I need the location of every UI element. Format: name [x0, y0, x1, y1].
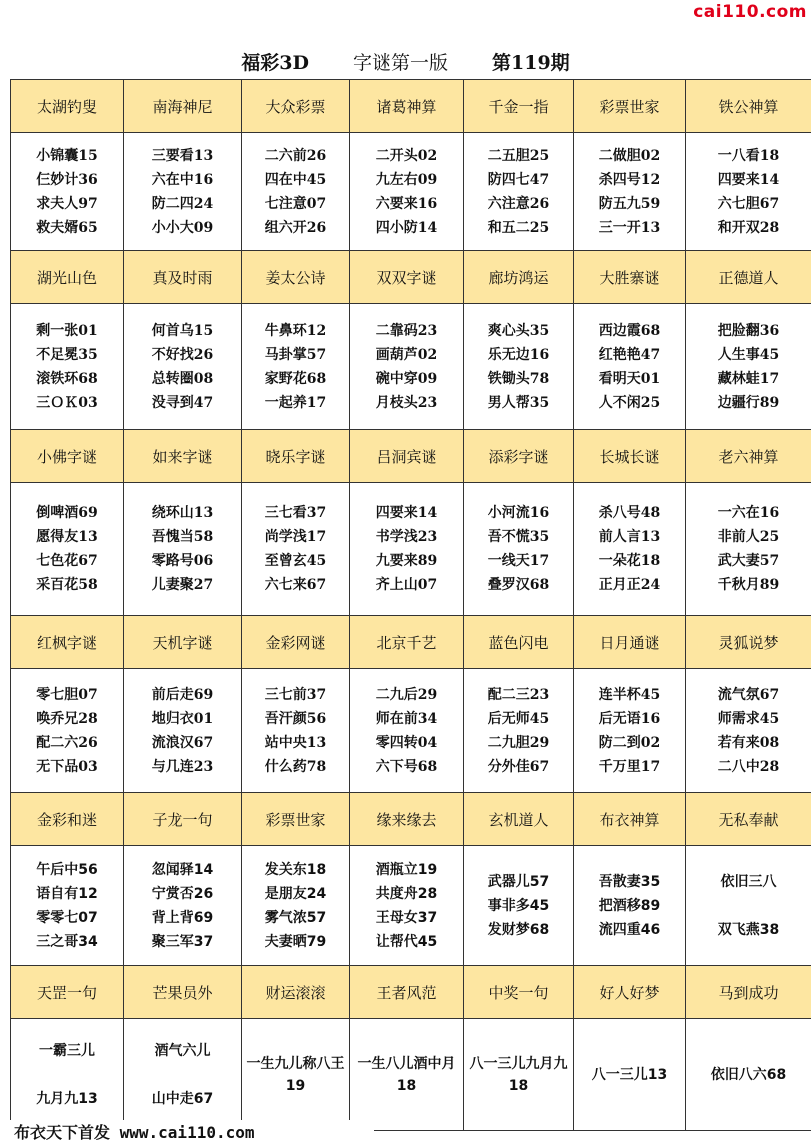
- footer-banner: 布衣天下首发 www.cai110.com: [0, 1120, 374, 1146]
- riddle-line: 前人言13: [598, 529, 661, 545]
- riddle-cell: [242, 304, 350, 430]
- column-header: 廊坊鸿运: [464, 251, 574, 304]
- header-row: [11, 616, 811, 669]
- riddle-cell: [574, 1019, 686, 1131]
- riddle-line: 王母女37: [375, 909, 438, 926]
- column-header: 姜太公诗: [242, 251, 350, 304]
- header-row: [11, 966, 811, 1019]
- riddle-line: 愿得友13: [36, 529, 98, 545]
- riddle-line: 三七前37: [264, 686, 327, 703]
- riddle-line: 月枝头23: [375, 394, 438, 411]
- column-header: 大众彩票: [242, 80, 350, 133]
- riddle-line: 防五九59: [598, 195, 661, 212]
- column-header: 晓乐字谜: [242, 430, 350, 483]
- riddle-line: 铁锄头78: [487, 370, 550, 387]
- riddle-line: 流浪汉67: [151, 734, 214, 751]
- riddle-cell: [350, 483, 464, 616]
- riddle-line: 红艳艳47: [598, 346, 661, 363]
- riddle-line: 与几连23: [151, 758, 214, 775]
- riddle-line: 救夫婿65: [36, 219, 98, 236]
- riddle-line: 武大妻57: [717, 553, 780, 569]
- riddle-line: 一生九儿称八王19: [246, 1055, 345, 1094]
- riddle-line: 四小防14: [375, 219, 438, 236]
- riddle-line: 三一开13: [598, 219, 661, 236]
- column-header: 日月通谜: [574, 616, 686, 669]
- riddle-line: 采百花58: [36, 577, 98, 593]
- riddle-line: 求夫人97: [36, 195, 98, 212]
- riddle-line: 三之哥34: [36, 933, 98, 950]
- riddle-line: 九左右09: [375, 171, 438, 188]
- riddle-cell: [124, 669, 242, 793]
- column-header: 子龙一句: [124, 793, 242, 846]
- riddle-line: 马卦掌57: [264, 346, 327, 363]
- riddle-line: 二五胆25: [487, 147, 550, 164]
- riddle-line: 宁赏否26: [151, 885, 214, 902]
- riddle-line: 千秋月89: [717, 577, 780, 593]
- header-row: [11, 793, 811, 846]
- column-header: 老六神算: [686, 430, 811, 483]
- riddle-row: [11, 669, 811, 793]
- header-row: [11, 80, 811, 133]
- riddle-line: 什么药78: [264, 758, 327, 775]
- riddle-line: 武器儿57: [487, 873, 550, 890]
- riddle-cell: [124, 133, 242, 251]
- column-header: 天罡一句: [11, 966, 124, 1019]
- title-issue: 第119期: [492, 51, 570, 74]
- riddle-line: 六要来16: [375, 195, 438, 212]
- column-header: 如来字谜: [124, 430, 242, 483]
- riddle-line: 零零七07: [36, 909, 98, 926]
- riddle-line: 剩一张01: [36, 322, 98, 339]
- riddle-line: 连半杯45: [598, 686, 661, 703]
- riddle-cell: [11, 669, 124, 793]
- riddle-cell: [686, 1019, 811, 1131]
- riddle-row: [11, 846, 811, 966]
- column-header: 太湖钓叟: [11, 80, 124, 133]
- riddle-cell: [686, 483, 811, 616]
- riddle-line: 后无语16: [598, 710, 661, 727]
- riddle-line: 七色花67: [36, 553, 98, 569]
- riddle-line: 配二六26: [36, 734, 98, 751]
- riddle-cell: [124, 304, 242, 430]
- column-header: 马到成功: [686, 966, 811, 1019]
- column-header: 金彩和迷: [11, 793, 124, 846]
- riddle-cell: [11, 483, 124, 616]
- column-header: 缘来缘去: [350, 793, 464, 846]
- riddle-line: 不足冕35: [36, 346, 98, 363]
- riddle-cell: [574, 669, 686, 793]
- riddle-line: 山中走67: [151, 1090, 214, 1107]
- riddle-line: 发关东18: [264, 861, 327, 878]
- riddle-line: 三七看37: [264, 505, 327, 521]
- riddle-line: 地归衣01: [151, 710, 214, 727]
- column-header: 湖光山色: [11, 251, 124, 304]
- riddle-line: 和开双28: [717, 219, 780, 236]
- riddle-cell: [242, 483, 350, 616]
- riddle-line: 总转圈08: [151, 370, 214, 387]
- riddle-line: 流四重46: [598, 921, 661, 938]
- riddle-cell: [11, 133, 124, 251]
- column-header: 真及时雨: [124, 251, 242, 304]
- riddle-line: 是朋友24: [264, 885, 327, 902]
- riddle-line: 后无师45: [487, 710, 550, 727]
- riddle-line: 前后走69: [151, 686, 214, 703]
- riddle-line: 站中央13: [264, 734, 327, 751]
- riddle-line: 吾散妻35: [598, 873, 661, 890]
- riddle-line: 一起养17: [264, 394, 327, 411]
- riddle-row: [11, 483, 811, 616]
- riddle-line: 吾汗颜56: [264, 710, 327, 727]
- riddle-line: 师在前34: [375, 710, 438, 727]
- column-header: 灵狐说梦: [686, 616, 811, 669]
- riddle-cell: [464, 483, 574, 616]
- riddle-line: 无下品03: [36, 758, 98, 775]
- riddle-cell: [464, 304, 574, 430]
- riddle-line: 背上背69: [151, 909, 214, 926]
- riddle-line: 二开头02: [375, 147, 438, 164]
- riddle-line: 家野花68: [264, 370, 327, 387]
- riddle-line: 儿妻聚27: [151, 577, 214, 593]
- riddle-line: 八一三儿13: [591, 1066, 668, 1083]
- riddle-line: 吾愧当58: [151, 529, 214, 545]
- page-title: [0, 46, 811, 76]
- riddle-line: 西边霞68: [598, 322, 661, 339]
- column-header: 大胜寨谜: [574, 251, 686, 304]
- riddle-line: 尚学浅17: [264, 529, 327, 545]
- column-header: 王者风范: [350, 966, 464, 1019]
- riddle-line: 二九后29: [375, 686, 438, 703]
- riddle-line: 小河流16: [487, 505, 550, 521]
- riddle-line: [126, 1063, 239, 1087]
- column-header: 无私奉献: [686, 793, 811, 846]
- riddle-cell: [574, 483, 686, 616]
- riddle-line: 小锦囊15: [36, 147, 98, 164]
- riddle-cell: [464, 669, 574, 793]
- riddle-cell: [350, 133, 464, 251]
- riddle-cell: [686, 846, 811, 966]
- riddle-line: 不好找26: [151, 346, 214, 363]
- riddle-line: 唤乔兄28: [36, 710, 98, 727]
- riddle-line: 聚三军37: [151, 933, 214, 950]
- riddle-line: 师需求45: [717, 710, 780, 727]
- riddle-cell: [242, 1019, 350, 1131]
- riddle-line: 防四七47: [487, 171, 550, 188]
- riddle-line: 二做胆02: [598, 147, 661, 164]
- riddle-line: 六七来67: [264, 577, 327, 593]
- riddle-line: 组六开26: [264, 219, 327, 236]
- column-header: 天机字谜: [124, 616, 242, 669]
- riddle-row: [11, 304, 811, 430]
- riddle-line: 发财梦68: [487, 921, 550, 938]
- riddle-line: 一六在16: [717, 505, 780, 521]
- riddle-line: 四要来14: [717, 171, 780, 188]
- riddle-line: 非前人25: [717, 529, 780, 545]
- riddle-line: 边疆行89: [717, 394, 780, 411]
- riddle-cell: [11, 304, 124, 430]
- site-logo: cai110.com: [693, 2, 807, 22]
- riddle-line: 四在中45: [264, 171, 327, 188]
- riddle-line: 零七胆07: [36, 686, 98, 703]
- riddle-line: 滚铁环68: [36, 370, 98, 387]
- riddle-line: 何首乌15: [151, 322, 214, 339]
- riddle-cell: [11, 1019, 124, 1131]
- riddle-line: 碗中穿09: [375, 370, 438, 387]
- riddle-line: 吾不慌35: [487, 529, 550, 545]
- riddle-line: 事非多45: [487, 897, 550, 914]
- riddle-line: 六七胆67: [717, 195, 780, 212]
- riddle-line: 九月九13: [36, 1090, 98, 1107]
- riddle-line: 二靠码23: [375, 322, 438, 339]
- riddle-line: 忽闻驿14: [151, 861, 214, 878]
- riddle-line: 防二四24: [151, 195, 214, 212]
- riddle-cell: [464, 133, 574, 251]
- riddle-line: 七注意07: [264, 195, 327, 212]
- riddle-line: 分外佳67: [487, 758, 550, 775]
- riddle-line: 三ＯＫ03: [36, 394, 98, 411]
- riddle-cell: [350, 669, 464, 793]
- riddle-line: 依旧三八: [720, 873, 777, 890]
- riddle-line: 杀四号12: [598, 171, 661, 188]
- riddle-cell: [350, 304, 464, 430]
- riddle-line: 人不闲25: [598, 394, 661, 411]
- riddle-line: 正月正24: [598, 577, 661, 593]
- riddle-cell: [574, 133, 686, 251]
- riddle-line: [13, 1063, 121, 1087]
- column-header: 铁公神算: [686, 80, 811, 133]
- riddle-cell: [686, 669, 811, 793]
- header-row: [11, 251, 811, 304]
- riddle-line: 零路号06: [151, 553, 214, 569]
- riddle-line: 九要来89: [375, 553, 438, 569]
- column-header: 南海神尼: [124, 80, 242, 133]
- riddle-cell: [11, 846, 124, 966]
- riddle-line: 牛鼻环12: [264, 322, 327, 339]
- riddle-line: 一八看18: [717, 147, 780, 164]
- riddle-line: 零四转04: [375, 734, 438, 751]
- riddle-line: 语自有12: [36, 885, 98, 902]
- riddle-line: 至曾玄45: [264, 553, 327, 569]
- riddle-line: 把酒移89: [598, 897, 661, 914]
- column-header: 小佛字谜: [11, 430, 124, 483]
- riddle-cell: [124, 846, 242, 966]
- riddle-line: 千万里17: [598, 758, 661, 775]
- riddle-line: 六在中16: [151, 171, 214, 188]
- riddle-line: 看明天01: [598, 370, 661, 387]
- riddle-line: 人生事45: [717, 346, 780, 363]
- riddle-line: 杀八号48: [598, 505, 661, 521]
- riddle-line: 没寻到47: [151, 394, 214, 411]
- riddle-line: 画葫芦02: [375, 346, 438, 363]
- riddle-cell: [464, 1019, 574, 1131]
- riddle-line: 防二到02: [598, 734, 661, 751]
- column-header: 长城长谜: [574, 430, 686, 483]
- title-edition: 字谜第一版: [353, 51, 449, 74]
- riddle-line: 仨妙计36: [36, 171, 98, 188]
- riddle-line: 流气氛67: [717, 686, 780, 703]
- column-header: 金彩网谜: [242, 616, 350, 669]
- title-lottery: 福彩3D: [241, 51, 309, 74]
- riddle-cell: [242, 133, 350, 251]
- riddle-cell: [242, 669, 350, 793]
- column-header: 彩票世家: [574, 80, 686, 133]
- riddle-line: 午后中56: [36, 861, 98, 878]
- riddle-line: 六下号68: [375, 758, 438, 775]
- riddle-row: [11, 1019, 811, 1131]
- riddle-line: 二八中28: [717, 758, 780, 775]
- riddle-line: 若有来08: [717, 734, 780, 751]
- riddle-line: 四要来14: [375, 505, 438, 521]
- riddle-line: 二九胆29: [487, 734, 550, 751]
- column-header: 红枫字谜: [11, 616, 124, 669]
- riddle-line: 把脸翻36: [717, 322, 780, 339]
- riddle-line: 一朵花18: [598, 553, 661, 569]
- riddle-line: 共度舟28: [375, 885, 438, 902]
- riddle-line: 二六前26: [264, 147, 327, 164]
- riddle-line: 夫妻晒79: [264, 933, 327, 950]
- column-header: 添彩字谜: [464, 430, 574, 483]
- riddle-line: 一霸三儿: [39, 1042, 95, 1059]
- riddle-line: 书学浅23: [375, 529, 438, 545]
- riddle-line: 雾气浓57: [264, 909, 327, 926]
- riddle-line: 依旧八六68: [710, 1066, 787, 1083]
- riddle-line: 乐无边16: [487, 346, 550, 363]
- column-header: 彩票世家: [242, 793, 350, 846]
- riddle-cell: [242, 846, 350, 966]
- riddle-line: 齐上山07: [375, 577, 438, 593]
- riddle-table: [10, 79, 811, 1131]
- column-header: 正德道人: [686, 251, 811, 304]
- riddle-line: 三要看13: [151, 147, 214, 164]
- riddle-cell: [464, 846, 574, 966]
- column-header: 诸葛神算: [350, 80, 464, 133]
- column-header: 吕洞宾谜: [350, 430, 464, 483]
- riddle-line: 一生八儿酒中月18: [357, 1055, 456, 1094]
- riddle-line: 六注意26: [487, 195, 550, 212]
- riddle-line: 小小大09: [151, 219, 214, 236]
- riddle-line: 绕环山13: [151, 505, 214, 521]
- column-header: 北京千艺: [350, 616, 464, 669]
- riddle-cell: [124, 1019, 242, 1131]
- riddle-line: 一线天17: [487, 553, 550, 569]
- column-header: 好人好梦: [574, 966, 686, 1019]
- riddle-line: 配二三23: [487, 686, 550, 703]
- riddle-cell: [350, 1019, 464, 1131]
- riddle-cell: [574, 846, 686, 966]
- header-row: [11, 430, 811, 483]
- column-header: 千金一指: [464, 80, 574, 133]
- riddle-line: 双飞燕38: [717, 921, 780, 938]
- column-header: 中奖一句: [464, 966, 574, 1019]
- riddle-row: [11, 133, 811, 251]
- riddle-cell: [686, 304, 811, 430]
- riddle-line: 和五二25: [487, 219, 550, 236]
- riddle-line: 八一三儿九月九18: [469, 1055, 568, 1094]
- riddle-line: 藏林蛙17: [717, 370, 780, 387]
- column-header: 财运滚滚: [242, 966, 350, 1019]
- riddle-line: 爽心头35: [487, 322, 550, 339]
- column-header: 布衣神算: [574, 793, 686, 846]
- riddle-cell: [686, 133, 811, 251]
- riddle-line: [688, 894, 809, 918]
- column-header: 芒果员外: [124, 966, 242, 1019]
- riddle-line: 让帮代45: [375, 933, 438, 950]
- column-header: 玄机道人: [464, 793, 574, 846]
- riddle-cell: [124, 483, 242, 616]
- riddle-cell: [574, 304, 686, 430]
- riddle-line: 男人帮35: [487, 394, 550, 411]
- column-header: 双双字谜: [350, 251, 464, 304]
- column-header: 蓝色闪电: [464, 616, 574, 669]
- riddle-line: 酒气六儿: [154, 1042, 211, 1059]
- riddle-line: 酒瓶立19: [375, 861, 438, 878]
- riddle-line: 叠罗汉68: [487, 577, 550, 593]
- riddle-cell: [350, 846, 464, 966]
- riddle-line: 倒啤酒69: [36, 505, 98, 521]
